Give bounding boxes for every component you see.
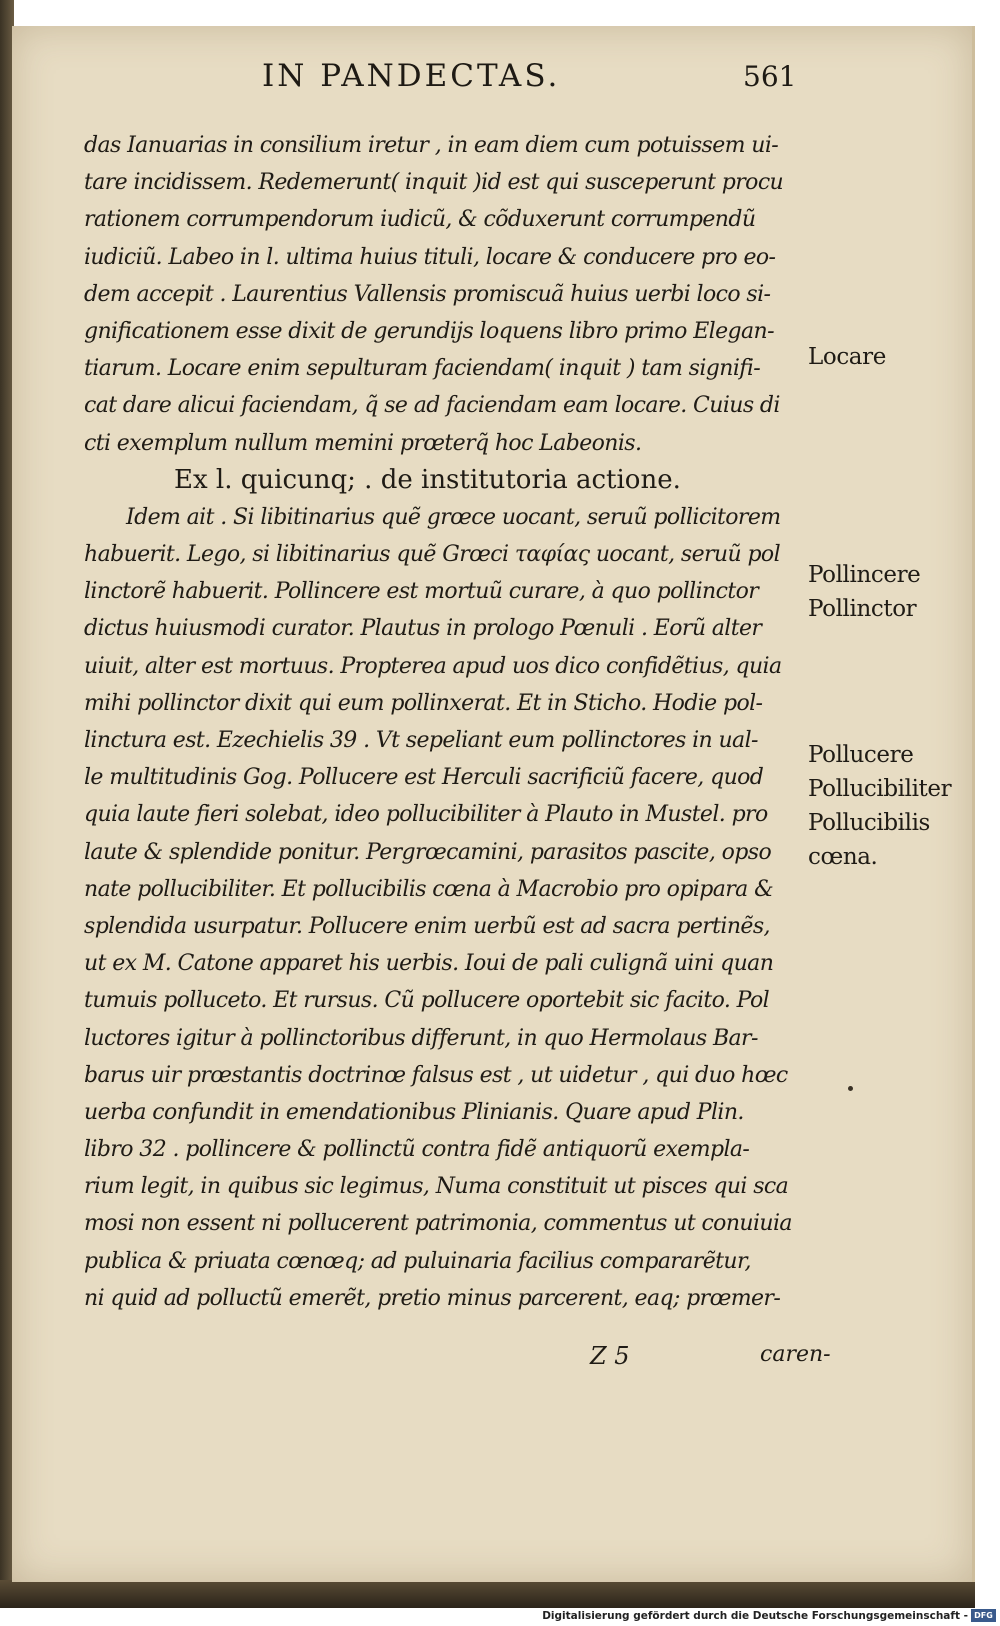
text-line: laute & splendide ponitur. Pergrœcamini, parasitos pascite, opso <box>84 839 772 865</box>
signature-mark: Z 5 <box>590 1342 630 1370</box>
book-bottom-edge <box>0 1580 975 1608</box>
text-line: mihi pollinctor dixit qui eum pollinxerat. Et in Sticho. Hodie pol- <box>84 690 763 716</box>
text-line: dem accepit . Laurentius Vallensis promiscuã huius uerbi loco si- <box>84 281 771 307</box>
text-line: Idem ait . Si libitinarius quẽ grœce uocant, seruũ pollicitorem <box>126 504 781 530</box>
ink-speck <box>848 1086 853 1091</box>
text-line: nate pollucibiliter. Et pollucibilis cœna à Macrobio pro opipara & <box>84 876 774 902</box>
margin-note: Pollincere <box>808 562 921 588</box>
margin-note: Pollucibilis <box>808 810 930 836</box>
text-line: rationem corrumpendorum iudicũ, & cõduxerunt corrumpendũ <box>84 207 756 233</box>
text-line: ut ex M. Catone apparet his uerbis. Ioui de pali culignã uini quan <box>84 951 774 977</box>
text-line: quia laute fieri solebat, ideo pollucibiliter à Plauto in Mustel. pro <box>84 802 768 828</box>
margin-note: cœna. <box>808 844 878 870</box>
text-line: tumuis polluceto. Et rursus. Cũ pollucere oportebit sic facito. Pol <box>84 988 770 1014</box>
text-line: tiarum. Locare enim sepulturam faciendam( inquit ) tam signifi- <box>84 356 761 382</box>
text-line: linctorẽ habuerit. Pollincere est mortuũ curare, à quo pollinctor <box>84 579 759 605</box>
text-line: ni quid ad polluctũ emerẽt, pretio minus parcerent, eaq; prœmer- <box>84 1285 781 1311</box>
text-line: uerba confundit in emendationibus Plinianis. Quare apud Plin. <box>84 1099 744 1125</box>
running-head: IN PANDECTAS. <box>262 58 561 94</box>
dfg-logo: DFG <box>971 1609 996 1622</box>
footer-credit: Digitalisierung gefördert durch die Deutsche Forschungsgemeinschaft - <box>542 1610 968 1622</box>
body-text <box>84 127 796 1317</box>
text-line: barus uir prœstantis doctrinœ falsus est , ut uidetur , qui duo hœc <box>84 1062 788 1088</box>
margin-note: Pollucere <box>808 742 914 768</box>
section-heading: Ex l. quicunq; . de institutoria actione. <box>174 464 681 495</box>
margin-note: Locare <box>808 344 886 370</box>
text-line: le multitudinis Gog. Pollucere est Herculi sacrificiũ facere, quod <box>84 765 764 791</box>
text-line: das Ianuarias in consilium iretur , in eam diem cum potuissem ui- <box>84 133 779 158</box>
text-line: tare incidissem. Redemerunt( inquit )id est qui susceperunt procu <box>84 170 784 196</box>
text-line: cat dare alicui faciendam, q̃ se ad faciendam eam locare. Cuius di <box>84 393 780 419</box>
text-line: gnificationem esse dixit de gerundijs loquens libro primo Elegan- <box>84 318 774 344</box>
text-line: splendida usurpatur. Pollucere enim uerbũ est ad sacra pertinẽs, <box>84 913 770 939</box>
folio-number: 561 <box>743 60 797 93</box>
text-line: publica & priuata cœnœq; ad puluinaria facilius compararẽtur, <box>84 1248 751 1274</box>
text-line: cti exemplum nullum memini prœterq̃ hoc Labeonis. <box>84 430 642 456</box>
margin-note: Pollinctor <box>808 596 917 622</box>
text-line: habuerit. Lego, si libitinarius quẽ Grœci ταφίας uocant, seruũ pol <box>84 542 781 568</box>
text-line: linctura est. Ezechielis 39 . Vt sepeliant eum pollinctores in ual- <box>84 728 758 753</box>
text-line: dictus huiusmodi curator. Plautus in prologo Pœnuli . Eorũ alter <box>84 616 762 642</box>
catchword: caren- <box>760 1342 831 1367</box>
text-line: uiuit, alter est mortuus. Propterea apud uos dico confidẽtius, quia <box>84 653 782 679</box>
text-line: mosi non essent ni pollucerent patrimonia, commentus ut conuiuia <box>84 1211 792 1237</box>
text-line: libro 32 . pollincere & pollinctũ contra fidẽ antiquorũ exempla- <box>84 1137 750 1163</box>
margin-note: Pollucibiliter <box>808 776 952 802</box>
text-line: rium legit, in quibus sic legimus, Numa constituit ut pisces qui sca <box>84 1174 789 1200</box>
text-line: luctores igitur à pollinctoribus differunt, in quo Hermolaus Bar- <box>84 1025 758 1051</box>
text-line: iudiciũ. Labeo in l. ultima huius tituli, locare & conducere pro eo- <box>84 244 776 270</box>
